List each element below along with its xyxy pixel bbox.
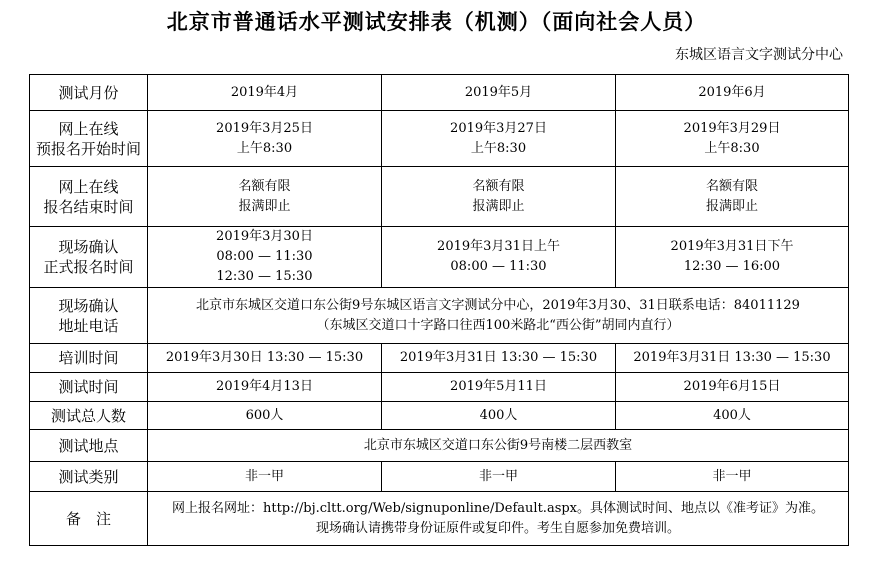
row-test-location [30, 430, 849, 462]
cell-onsite-time-jun: 2019年3月31日下午 12:30 — 16:00 [616, 227, 849, 288]
label-onsite-address: 现场确认 地址电话 [30, 288, 148, 344]
cell-remarks [148, 492, 849, 546]
remarks-url-line: 网上报名网址：http://bj.cltt.org/Web/signuponline/Default.aspx。具体测试时间、地点以《准考证》为准。 [171, 500, 825, 516]
page-title: 北京市普通话水平测试安排表（机测）（面向社会人员） [166, 9, 707, 34]
label-test-month: 测试月份 [30, 75, 148, 111]
cell-onsite-time-may: 2019年3月31日上午 08:00 — 11:30 [382, 227, 616, 288]
remarks-id-line: 现场确认请携带身份证原件或复印件。考生自愿参加免费培训。 [315, 520, 680, 536]
cell-onsite-time-apr: 2019年3月30日 08:00 — 11:30 12:30 — 15:30 [148, 227, 382, 288]
row-test-month [30, 75, 849, 111]
organizer-name: 东城区语言文字测试分中心 [675, 47, 843, 63]
cell-reg-end-apr: 名额有限 报满即止 [148, 167, 382, 227]
cell-category-apr: 非一甲 [148, 462, 382, 492]
cell-category-may: 非一甲 [382, 462, 616, 492]
cell-total-apr: 600人 [148, 402, 382, 430]
cell-test-date-jun: 2019年6月15日 [616, 373, 849, 402]
row-total-candidates [30, 402, 849, 430]
cell-test-location: 北京市东城区交道口东公街9号南楼二层西教室 [148, 430, 849, 462]
row-remarks [30, 492, 849, 546]
label-onsite-time: 现场确认 正式报名时间 [30, 227, 148, 288]
row-onsite-address [30, 288, 849, 344]
cell-reg-end-may: 名额有限 报满即止 [382, 167, 616, 227]
cell-test-date-may: 2019年5月11日 [382, 373, 616, 402]
cell-total-may: 400人 [382, 402, 616, 430]
row-reg-end [30, 167, 849, 227]
cell-test-date-apr: 2019年4月13日 [148, 373, 382, 402]
row-onsite-time [30, 227, 849, 288]
cell-month-apr: 2019年4月 [148, 75, 382, 111]
label-training-time: 培训时间 [30, 344, 148, 373]
cell-prereg-start-may: 2019年3月27日 上午8:30 [382, 111, 616, 167]
cell-category-jun: 非一甲 [616, 462, 849, 492]
cell-total-jun: 400人 [616, 402, 849, 430]
label-test-location: 测试地点 [30, 430, 148, 462]
row-prereg-start [30, 111, 849, 167]
label-prereg-start: 网上在线 预报名开始时间 [30, 111, 148, 167]
label-test-date: 测试时间 [30, 373, 148, 402]
label-test-category: 测试类别 [30, 462, 148, 492]
cell-training-apr: 2019年3月30日 13:30 — 15:30 [148, 344, 382, 373]
label-total-candidates: 测试总人数 [30, 402, 148, 430]
cell-prereg-start-jun: 2019年3月29日 上午8:30 [616, 111, 849, 167]
label-reg-end: 网上在线 报名结束时间 [30, 167, 148, 227]
row-training-time [30, 344, 849, 373]
cell-reg-end-jun: 名额有限 报满即止 [616, 167, 849, 227]
schedule-table [29, 74, 849, 546]
cell-onsite-address: 北京市东城区交道口东公街9号东城区语言文字测试分中心，2019年3月30、31日联系电话：84011129 （东城区交道口十字路口往西100米路北“西公街”胡同内直行） [148, 288, 849, 344]
cell-month-may: 2019年5月 [382, 75, 616, 111]
cell-month-jun: 2019年6月 [616, 75, 849, 111]
cell-training-jun: 2019年3月31日 13:30 — 15:30 [616, 344, 849, 373]
row-test-category [30, 462, 849, 492]
label-remarks: 备 注 [30, 492, 148, 546]
cell-prereg-start-apr: 2019年3月25日 上午8:30 [148, 111, 382, 167]
cell-training-may: 2019年3月31日 13:30 — 15:30 [382, 344, 616, 373]
row-test-date [30, 373, 849, 402]
